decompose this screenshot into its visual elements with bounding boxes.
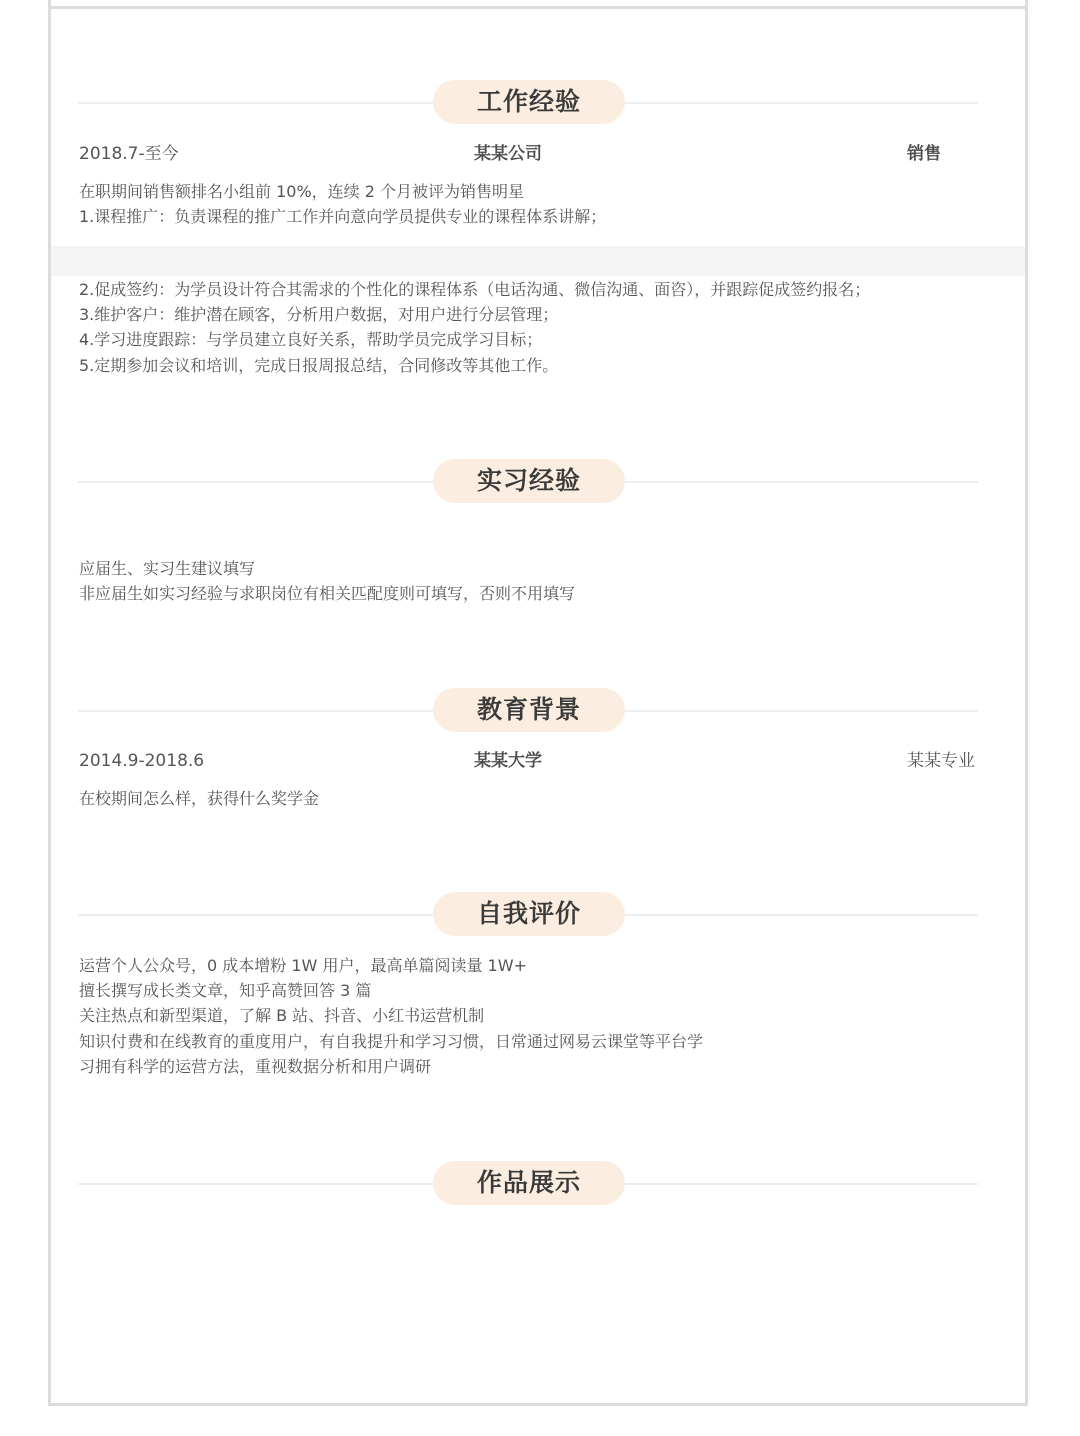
work-date: 2018.7-至今	[79, 144, 179, 164]
section-title-self-eval: 自我评价	[433, 892, 625, 936]
self-eval-line: 擅长撰写成长类文章，知乎高赞回答 3 篇	[79, 981, 372, 1001]
education-school: 某某大学	[474, 751, 542, 771]
work-description-a	[79, 179, 606, 229]
work-line: 5.定期参加会议和培训，完成日报周报总结，合同修改等其他工作。	[79, 355, 559, 375]
section-header-self-eval	[78, 892, 978, 938]
work-role: 销售	[907, 144, 941, 164]
section-header-internship	[78, 459, 978, 505]
self-eval-line: 关注热点和新型渠道，了解 B 站、抖音、小红书运营机制	[79, 1006, 485, 1026]
work-line: 2.促成签约：为学员设计符合其需求的个性化的课程体系（电话沟通、微信沟通、面咨），并跟踪促成签约报名；	[79, 280, 871, 299]
internship-line: 非应届生如实习经验与求职岗位有相关匹配度则可填写，否则不用填写	[79, 584, 576, 604]
work-description-b	[79, 277, 870, 378]
self-eval-line: 知识付费和在线教育的重度用户，有自我提升和学习习惯，日常通过网易云课堂等平台学	[79, 1031, 704, 1051]
education-description	[79, 786, 319, 811]
page-break-band	[51, 246, 1025, 276]
internship-line: 应届生、实习生建议填写	[79, 559, 256, 578]
work-company: 某某公司	[474, 144, 542, 164]
work-line: 1.课程推广：负责课程的推广工作并向意向学员提供专业的课程体系讲解；	[79, 207, 607, 227]
self-eval-line: 习拥有科学的运营方法，重视数据分析和用户调研	[79, 1056, 432, 1076]
education-line: 在校期间怎么样，获得什么奖学金	[79, 789, 320, 808]
work-line: 4.学习进度跟踪：与学员建立良好关系，帮助学员完成学习目标；	[79, 330, 543, 350]
section-title-work: 工作经验	[433, 80, 625, 124]
section-header-education	[78, 688, 978, 734]
education-major: 某某专业	[907, 751, 975, 771]
section-header-work	[78, 80, 978, 126]
section-title-internship: 实习经验	[433, 459, 625, 503]
work-line: 在职期间销售额排名小组前 10%，连续 2 个月被评为销售明星	[79, 182, 525, 201]
section-header-portfolio	[78, 1161, 978, 1207]
self-eval-description	[79, 953, 703, 1079]
work-line: 3.维护客户：维护潜在顾客，分析用户数据，对用户进行分层管理；	[79, 305, 559, 325]
self-eval-line: 运营个人公众号，0 成本增粉 1W 用户，最高单篇阅读量 1W+	[79, 956, 527, 975]
education-date: 2014.9-2018.6	[79, 751, 205, 771]
section-title-education: 教育背景	[433, 688, 625, 732]
section-title-portfolio: 作品展示	[433, 1161, 625, 1205]
internship-description	[79, 556, 575, 606]
top-divider	[48, 6, 1028, 9]
